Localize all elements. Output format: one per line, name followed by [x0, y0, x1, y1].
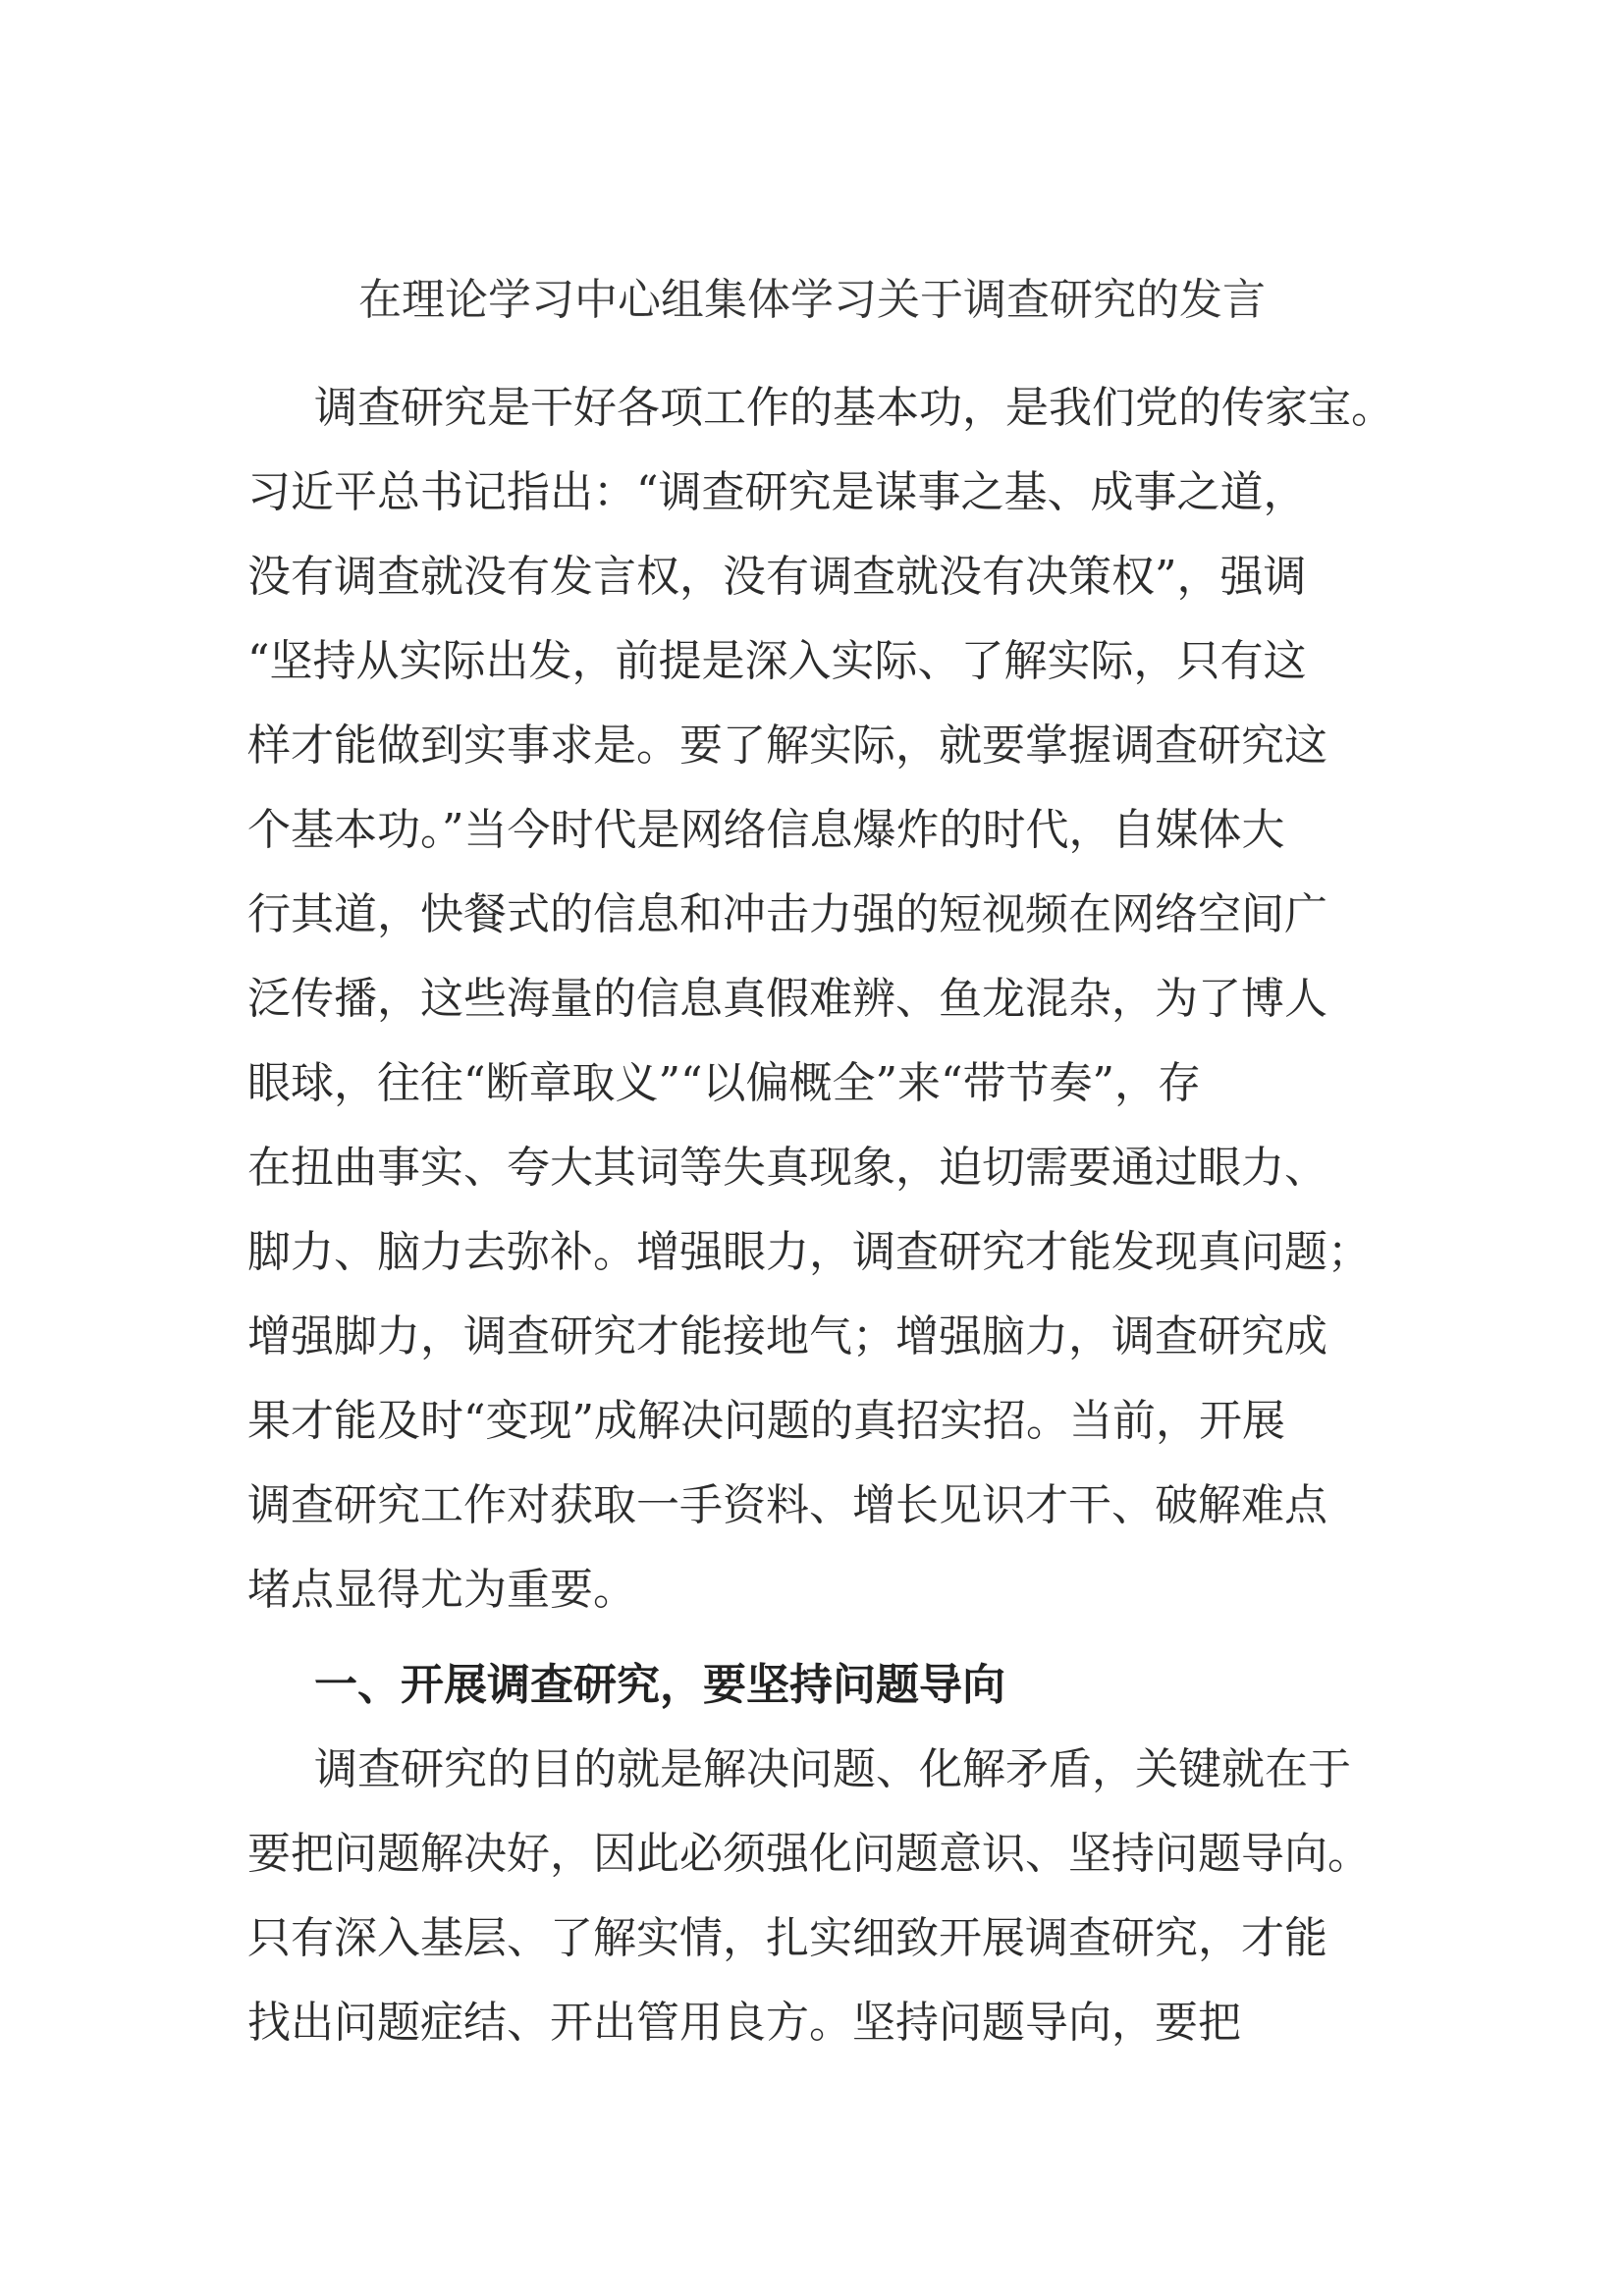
section-heading-text: 一、开展调查研究，要坚持问题导向 — [314, 1660, 1005, 1710]
paragraph-line: “坚持从实际出发，前提是深入实际、了解实际，只有这 — [247, 636, 1307, 686]
paragraph-line: 找出问题症结、开出管用良方。坚持问题导向，要把 — [247, 1998, 1241, 2048]
section-heading-1 — [247, 1643, 1396, 1728]
paragraph-line: 行其道，快餐式的信息和冲击力强的短视频在网络空间广 — [247, 889, 1327, 939]
paragraph-line: 调查研究是干好各项工作的基本功，是我们党的传家宝。 — [314, 383, 1394, 433]
paragraph-line: 个基本功。”当今时代是网络信息爆炸的时代，自媒体大 — [247, 805, 1285, 855]
paragraph-line: 眼球，往往“断章取义”“以偏概全”来“带节奏”，存 — [247, 1058, 1201, 1108]
paragraph-line: 脚力、脑力去弥补。增强眼力，调查研究才能发现真问题； — [247, 1227, 1371, 1277]
paragraph-line: 只有深入基层、了解实情，扎实细致开展调查研究，才能 — [247, 1913, 1327, 1963]
document-title: 在理论学习中心组集体学习关于调查研究的发言 — [358, 275, 1266, 325]
paragraph-line: 要把问题解决好，因此必须强化问题意识、坚持问题导向。 — [247, 1829, 1371, 1879]
paragraph-line: 增强脚力，调查研究才能接地气；增强脑力，调查研究成 — [247, 1311, 1327, 1362]
paragraph-line: 没有调查就没有发言权，没有调查就没有决策权”，强调 — [247, 552, 1307, 602]
paragraph-2 — [247, 1728, 1396, 2065]
paragraph-line: 果才能及时“变现”成解决问题的真招实招。当前，开展 — [247, 1396, 1285, 1446]
paragraph-line: 样才能做到实事求是。要了解实际，就要掌握调查研究这 — [247, 721, 1327, 771]
paragraph-line: 泛传播，这些海量的信息真假难辨、鱼龙混杂，为了博人 — [247, 974, 1327, 1024]
paragraph-line: 调查研究的目的就是解决问题、化解矛盾，关键就在于 — [314, 1744, 1351, 1794]
paragraph-line: 习近平总书记指出：“调查研究是谋事之基、成事之道， — [247, 467, 1307, 517]
paragraph-line: 堵点显得尤为重要。 — [247, 1565, 636, 1615]
paragraph-1 — [247, 366, 1396, 1632]
paragraph-line: 在扭曲事实、夸大其词等失真现象，迫切需要通过眼力、 — [247, 1143, 1327, 1193]
paragraph-line: 调查研究工作对获取一手资料、增长见识才干、破解难点 — [247, 1480, 1327, 1530]
